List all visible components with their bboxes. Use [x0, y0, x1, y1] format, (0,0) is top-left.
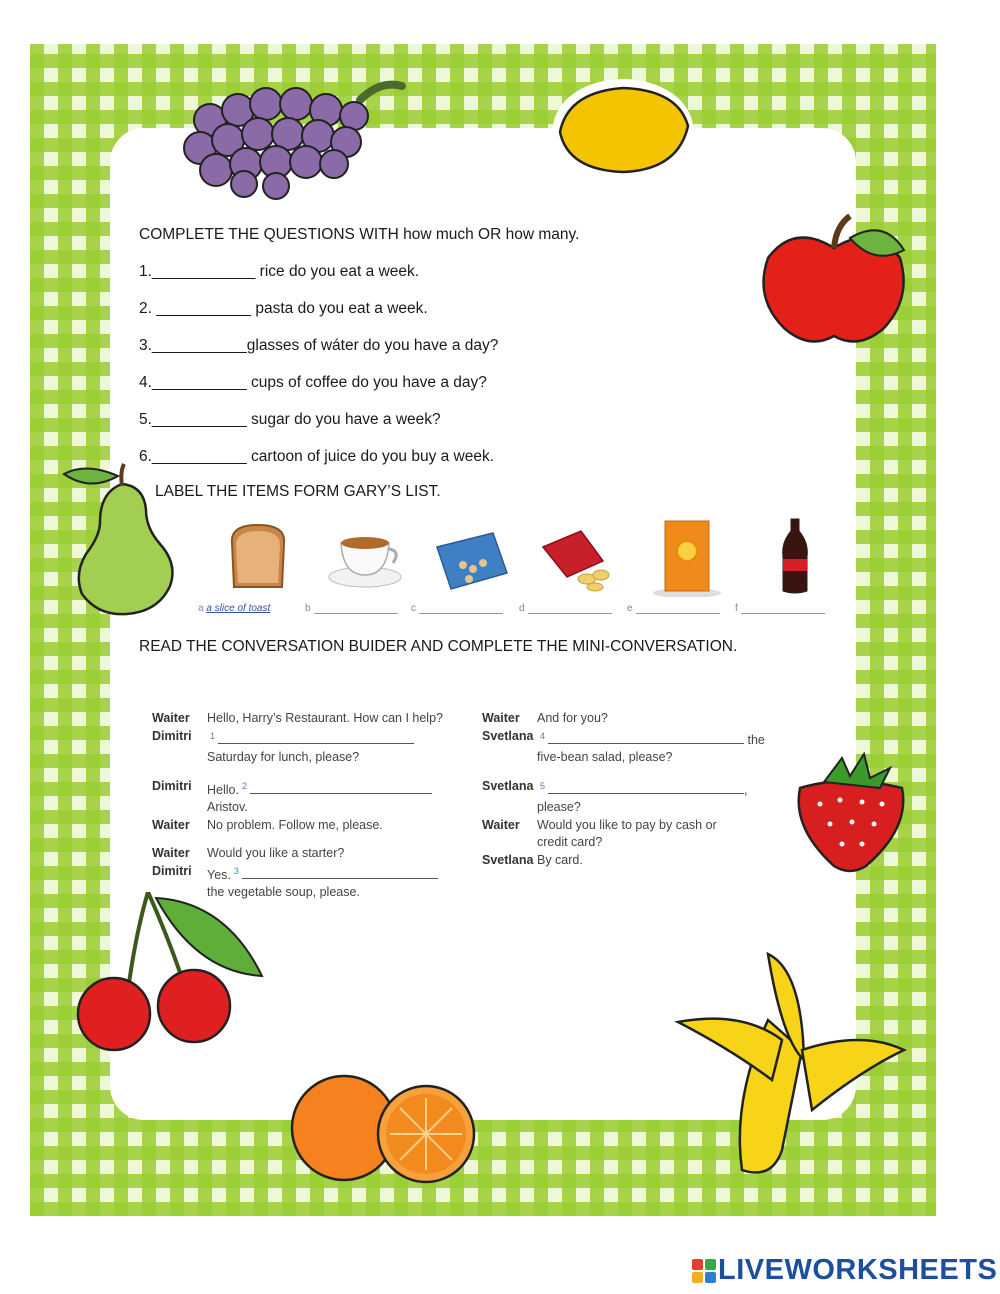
line-text: the vegetable soup, please. [207, 885, 360, 900]
label-heading: LABEL THE ITEMS FORM GARY’S LIST. [155, 483, 441, 500]
conversation-heading: READ THE CONVERSATION BUIDER AND COMPLETE THE MINI-CONVERSATION. [139, 638, 738, 655]
line-text: Aristov. [207, 800, 248, 815]
answer-blank-3[interactable] [242, 868, 438, 879]
line-text: By card. [537, 852, 583, 867]
speaker: Dimitri [152, 863, 192, 878]
speaker: Waiter [482, 817, 520, 832]
item-letter: b [305, 603, 311, 614]
answer-blank[interactable] [419, 604, 503, 614]
logo-icon [692, 1259, 716, 1283]
speaker: Svetlana [482, 852, 534, 867]
bag-of-nuts-icon [433, 517, 509, 597]
question-3: 3.___________glasses of wáter do you have a day? [139, 337, 499, 354]
speaker: Waiter [152, 846, 190, 861]
conversation-left [152, 710, 452, 902]
line-text: five-bean salad, please? [537, 750, 673, 765]
item-letter: e [627, 603, 633, 614]
blank-number: 5 [540, 780, 546, 791]
questions-heading: COMPLETE THE QUESTIONS WITH how much OR how many. [139, 226, 580, 243]
answer-blank[interactable] [741, 604, 825, 614]
bottle-of-cola-icon [757, 517, 833, 597]
item-c [411, 513, 525, 631]
speaker: Waiter [152, 817, 190, 832]
conversation-right [482, 710, 782, 869]
speaker: Waiter [482, 711, 520, 725]
line-text: And for you? [537, 711, 608, 725]
question-5: 5.___________ sugar do you have a week? [139, 411, 441, 428]
line-text: Yes. [207, 867, 231, 882]
toast-icon [220, 517, 296, 597]
answer-blank[interactable] [528, 604, 612, 614]
item-letter: a [198, 603, 204, 614]
speaker: Waiter [152, 711, 190, 725]
line-text: Would you like to pay by cash or [537, 817, 717, 832]
line-text: No problem. Follow me, please. [207, 817, 383, 832]
item-e [627, 513, 741, 631]
banana-icon [672, 950, 912, 1182]
strawberry-icon [786, 748, 916, 876]
speaker: Dimitri [152, 778, 192, 793]
item-answer[interactable]: a slice of toast [206, 603, 271, 614]
packet-of-crisps-icon [541, 517, 617, 597]
item-b [305, 513, 419, 631]
answer-blank[interactable] [314, 604, 398, 614]
item-d [519, 513, 633, 631]
oranges-icon [276, 1068, 486, 1186]
line-text: Hello, Harry’s Restaurant. How can I help? [207, 711, 443, 725]
apple-icon [754, 208, 914, 353]
question-2: 2. ___________ pasta do you eat a week. [139, 300, 428, 317]
item-letter: c [411, 603, 416, 614]
item-letter: f [735, 603, 738, 614]
cherries-icon [66, 892, 266, 1054]
line-text: , [744, 782, 748, 797]
speaker: Svetlana [482, 728, 534, 743]
item-letter: d [519, 603, 525, 614]
line-text: Hello. [207, 782, 239, 797]
blank-number: 3 [233, 865, 239, 876]
question-4: 4.___________ cups of coffee do you have a day? [139, 374, 487, 391]
blank-number: 4 [540, 730, 546, 741]
answer-blank-5[interactable] [548, 783, 744, 794]
item-f [735, 513, 849, 631]
line-text: please? [537, 800, 581, 815]
blank-number: 1 [210, 730, 216, 741]
line-text: credit card? [537, 835, 603, 850]
question-6: 6.___________ cartoon of juice do you buy a week. [139, 448, 495, 465]
line-text: Would you like a starter? [207, 846, 345, 861]
line-text: the [747, 732, 765, 747]
line-text: Saturday for lunch, please? [207, 750, 360, 765]
logo-text: LIVEWORKSHEETS [718, 1254, 998, 1286]
answer-blank-1[interactable] [218, 733, 414, 744]
lemon-icon [548, 74, 698, 184]
carton-of-juice-icon [649, 517, 725, 597]
coffee-cup-icon [327, 517, 403, 597]
question-1: 1.____________ rice do you eat a week. [139, 263, 420, 280]
liveworksheets-logo[interactable] [692, 1254, 997, 1287]
answer-blank-2[interactable] [250, 783, 432, 794]
grapes-icon [170, 70, 410, 200]
answer-blank[interactable] [636, 604, 720, 614]
item-a [198, 513, 312, 631]
speaker: Svetlana [482, 778, 534, 793]
blank-number: 2 [241, 780, 247, 791]
speaker: Dimitri [152, 728, 192, 743]
answer-blank-4[interactable] [548, 733, 744, 744]
